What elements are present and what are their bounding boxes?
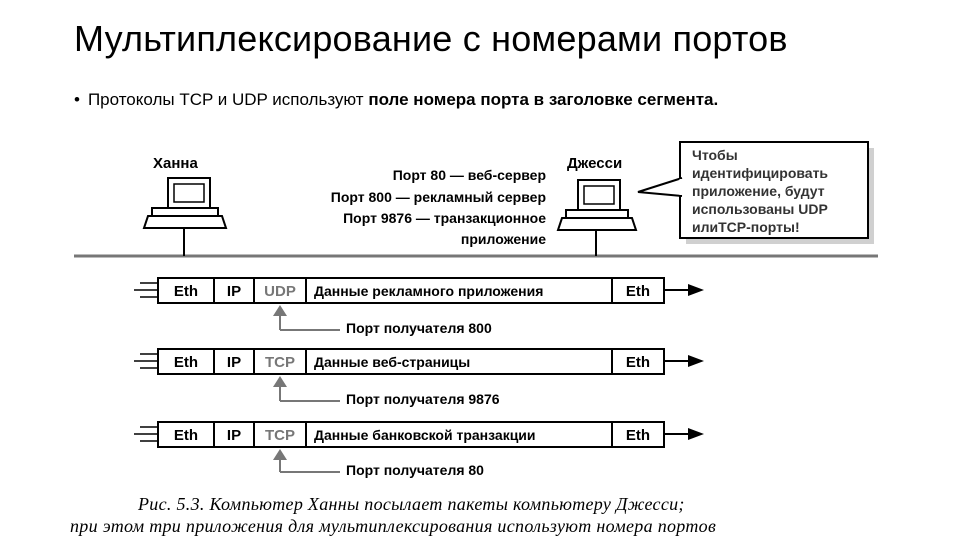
packet-ip-header: IP bbox=[226, 427, 242, 444]
packet-ip-header: IP bbox=[226, 283, 242, 300]
port-list-line: Порт 80 — веб-сервер bbox=[392, 167, 546, 183]
callout-line: использованы UDP bbox=[692, 201, 828, 217]
arrow-right-icon bbox=[688, 355, 704, 367]
callout-line: илиTCP-порты! bbox=[692, 219, 800, 235]
bullet-dot: • bbox=[74, 90, 80, 109]
packet-row-3 bbox=[134, 422, 704, 478]
figure-caption-line-2: при этом три приложения для мультиплексирования используют номера портов bbox=[70, 516, 717, 536]
arrow-up-icon bbox=[273, 305, 287, 316]
packet-eth-header: Eth bbox=[173, 354, 199, 371]
bullet-text-bold: поле номера порта в заголовке сегмента. bbox=[368, 90, 719, 109]
callout-line: идентифицировать bbox=[692, 165, 829, 181]
arrow-up-icon bbox=[273, 449, 287, 460]
packet-data: Данные рекламного приложения bbox=[314, 283, 544, 299]
port-list-line: Порт 800 — рекламный сервер bbox=[330, 189, 546, 205]
packet-data: Данные банковской транзакции bbox=[314, 427, 536, 443]
packet-row-2 bbox=[134, 349, 704, 407]
packet-proto-header: UDP bbox=[264, 283, 296, 300]
figure-caption-line-1: Рис. 5.3. Компьютер Ханны посылает пакеты компьютеру Джесси; bbox=[138, 494, 685, 514]
slide-title: Мультиплексирование с номерами портов bbox=[74, 18, 788, 59]
packet-proto-header: TCP bbox=[265, 427, 295, 444]
destination-port-label: Порт получателя 800 bbox=[346, 320, 492, 336]
packet-eth-trailer: Eth bbox=[625, 354, 651, 371]
packet-eth-trailer: Eth bbox=[625, 283, 651, 300]
host-label-hanna: Ханна bbox=[153, 155, 198, 172]
packet-row-1 bbox=[134, 278, 704, 336]
packet-eth-header: Eth bbox=[173, 283, 199, 300]
destination-port-label: Порт получателя 9876 bbox=[346, 391, 500, 407]
arrow-right-icon bbox=[688, 284, 704, 296]
packet-eth-header: Eth bbox=[173, 427, 199, 444]
port-list bbox=[331, 167, 546, 247]
computer-jesse-icon bbox=[558, 180, 636, 256]
packet-data: Данные веб-страницы bbox=[314, 354, 471, 370]
arrow-up-icon bbox=[273, 376, 287, 387]
packet-eth-trailer: Eth bbox=[625, 427, 651, 444]
bullet-text: Протоколы TCP и UDP используют bbox=[87, 90, 369, 109]
port-list-line: приложение bbox=[460, 231, 546, 247]
packet-ip-header: IP bbox=[226, 354, 242, 371]
port-list-line: Порт 9876 — транзакционное bbox=[343, 210, 546, 226]
callout-line: приложение, будут bbox=[692, 183, 825, 199]
destination-port-label: Порт получателя 80 bbox=[346, 462, 484, 478]
arrow-right-icon bbox=[688, 428, 704, 440]
callout-line: Чтобы bbox=[692, 147, 738, 163]
packet-proto-header: TCP bbox=[265, 354, 295, 371]
host-label-jesse: Джесси bbox=[567, 155, 623, 172]
computer-hanna-icon bbox=[144, 178, 226, 256]
